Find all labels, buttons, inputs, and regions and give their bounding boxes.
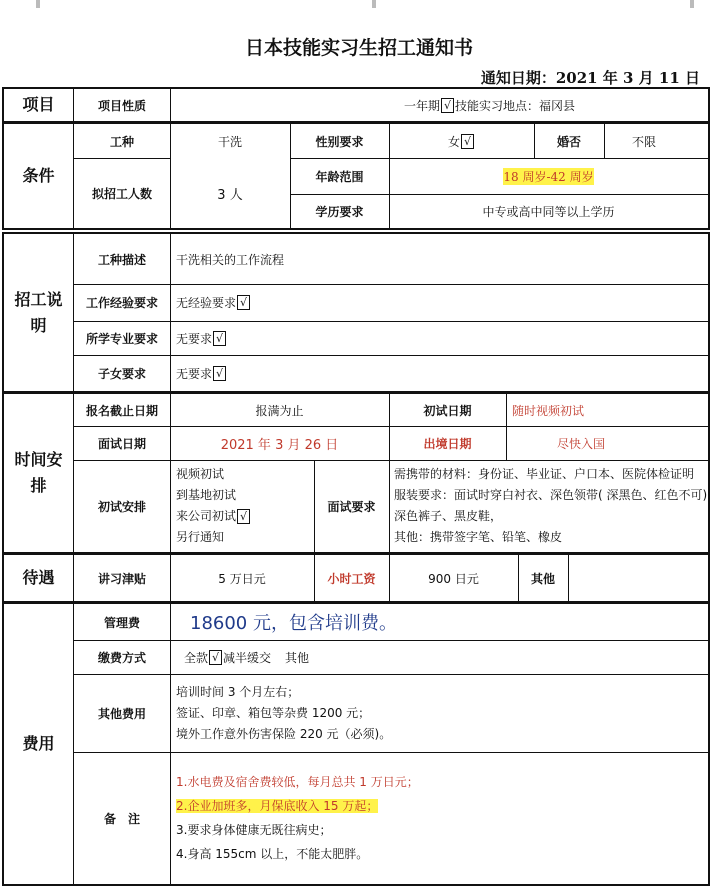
arrangement-item-text: 来公司初试	[176, 509, 237, 523]
other-fee-item: 培训时间 3 个月左右；	[176, 684, 300, 699]
arrangement-item: 另行通知	[176, 530, 225, 544]
job-type-value: 干洗	[217, 134, 242, 149]
note-item: 3.要求身体健康无既往病史；	[176, 823, 332, 837]
note-item-highlight	[176, 794, 419, 818]
arrangement-item: 视频初试	[176, 467, 225, 481]
first-interview-label: 初试日期	[423, 403, 472, 418]
requirement-item: 服装要求：面试时穿白衬衣、深色领带( 深黑色、红色不可)	[394, 488, 708, 502]
checkbox-experience: √	[237, 295, 250, 310]
payment-value	[184, 640, 684, 674]
project-nature-label: 项目性质	[97, 98, 146, 113]
management-label: 管理费	[103, 615, 140, 630]
other-label: 其他	[530, 571, 555, 586]
hourly-label: 小时工资	[327, 571, 376, 586]
notice-date	[470, 67, 700, 88]
headcount-value: 3 人	[217, 187, 243, 203]
departure-label: 出境日期	[423, 436, 472, 451]
experience-value	[176, 284, 676, 321]
requirements-label: 面试要求	[327, 499, 376, 514]
major-text: 无要求	[176, 331, 213, 346]
location-text: 技能实习地点：福冈县	[455, 98, 576, 113]
job-desc-value: 干洗相关的工作流程	[176, 252, 285, 267]
other-fee-item: 签证、印章、箱包等杂费 1200 元；	[176, 705, 371, 720]
experience-text: 无经验要求	[176, 296, 237, 310]
fees-label: 费用	[4, 604, 74, 884]
conditions-section	[2, 122, 710, 230]
other-fees-list	[176, 674, 696, 752]
job-desc-label: 工种描述	[97, 252, 146, 267]
departure-value: 尽快入国	[556, 436, 605, 451]
gender-text: 女	[447, 134, 460, 149]
children-value	[176, 355, 676, 391]
description-label	[4, 234, 74, 391]
payment-full: 全款	[184, 650, 209, 665]
deadline-value: 报满为止	[255, 403, 304, 418]
note-item: 1.水电费及宿舍费较低，每月总共 1 万日元；	[176, 775, 419, 789]
marriage-value: 不限	[631, 134, 656, 149]
interview-label: 面试日期	[97, 436, 146, 451]
description-label-text: 招工说明	[14, 289, 63, 335]
children-text: 无要求	[176, 366, 213, 381]
education-label: 学历要求	[315, 204, 364, 219]
allowance-value: 5 万日元	[218, 571, 266, 586]
requirement-item: 需携带的材料：身份证、毕业证、户口本、医院体检证明	[394, 467, 695, 481]
gender-value	[389, 124, 534, 158]
checkbox-gender: √	[461, 134, 474, 149]
project-section	[2, 87, 710, 123]
job-type-label: 工种	[109, 134, 134, 149]
scan-mark	[36, 0, 40, 8]
treatment-section	[2, 553, 710, 603]
payment-half: 减半缓交	[223, 650, 272, 665]
project-label: 项目	[4, 89, 74, 121]
schedule-label	[4, 394, 74, 552]
checkbox-term: √	[441, 98, 454, 113]
management-value: 18600 元，包含培训费。	[190, 613, 397, 634]
note-item: 2.企业加班多，月保底收入 15 万起；	[176, 799, 379, 813]
scan-mark	[690, 0, 694, 8]
first-interview-value: 随时视频初试	[512, 403, 585, 418]
scan-mark	[372, 0, 376, 8]
requirements-list	[394, 460, 706, 552]
hourly-value: 900 日元	[428, 571, 479, 586]
description-section	[2, 232, 710, 393]
deadline-label: 报名截止日期	[85, 403, 158, 418]
notes-label: 备 注	[103, 811, 140, 826]
major-label: 所学专业要求	[85, 331, 158, 346]
major-value	[176, 321, 676, 355]
term-text: 一年期	[404, 98, 441, 113]
payment-other: 其他	[285, 650, 310, 665]
gender-label: 性别要求	[315, 134, 364, 149]
experience-label: 工作经验要求	[85, 296, 158, 310]
age-range-cell	[389, 158, 708, 194]
arrangement-item: 到基地初试	[176, 488, 237, 502]
headcount-label: 拟招工人数	[91, 186, 152, 201]
checkbox-children: √	[213, 366, 226, 381]
requirement-item: 其他：携带签字笔、铅笔、橡皮	[394, 530, 563, 544]
other-fees-label: 其他费用	[97, 706, 146, 721]
marriage-label: 婚否	[556, 134, 581, 149]
other-fee-item: 境外工作意外伤害保险 220 元（必须)。	[176, 726, 392, 741]
requirement-item: 深色裤子、黑皮鞋，	[394, 509, 503, 523]
notice-date-value: 2021 年 3 月 11 日	[555, 69, 700, 87]
checkbox-payment: √	[209, 650, 222, 665]
arrangement-item-company	[176, 506, 251, 527]
checkbox-arrangement: √	[237, 509, 250, 524]
fees-section	[2, 602, 710, 886]
treatment-label: 待遇	[4, 555, 74, 601]
project-nature-value	[404, 89, 704, 121]
notes-list	[176, 752, 696, 884]
note-item: 4.身高 155cm 以上，不能太肥胖。	[176, 847, 369, 861]
conditions-label: 条件	[4, 124, 74, 228]
payment-label: 缴费方式	[97, 650, 146, 665]
age-range-value: 18 周岁-42 周岁	[503, 169, 594, 184]
schedule-section	[2, 392, 710, 554]
children-label: 子女要求	[97, 366, 146, 381]
arrangement-label: 初试安排	[97, 499, 146, 514]
age-label: 年龄范围	[315, 169, 364, 184]
interview-value: 2021 年 3 月 26 日	[220, 437, 339, 453]
notice-date-label: 通知日期：	[480, 69, 556, 87]
other-value	[574, 555, 704, 601]
checkbox-major: √	[213, 331, 226, 346]
education-value: 中专或高中同等以上学历	[482, 204, 615, 219]
arrangement-list	[176, 460, 314, 552]
allowance-label: 讲习津贴	[97, 571, 146, 586]
schedule-label-text: 时间安排	[14, 450, 63, 495]
document-title: 日本技能实习生招工通知书	[244, 37, 473, 59]
